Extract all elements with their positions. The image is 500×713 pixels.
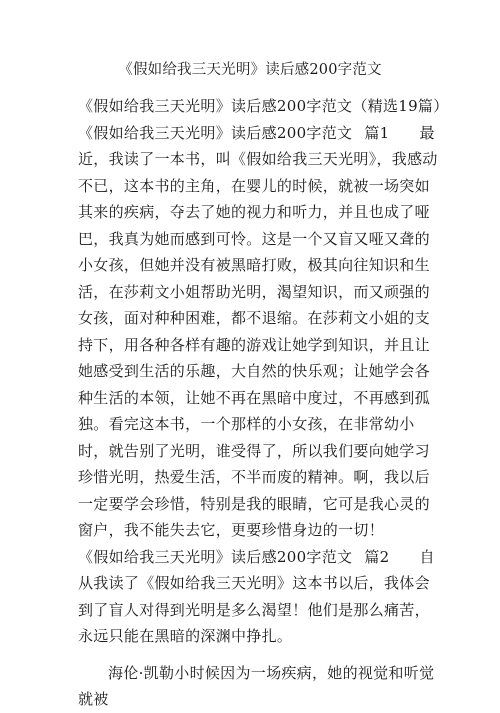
paragraph-3: 海伦·凯勒小时候因为一场疾病，她的视觉和听觉就被	[78, 663, 435, 708]
essay-1-number: 篇1	[364, 123, 390, 142]
essay-1-text: 最近，我读了一本书，叫《假如给我三天光明》，我感动不已，这本书的主角，在婴儿的时候，就被一场突如其来的疾病，夺去了她的视力和听力，并且也成了哑巴，我真为她而感到可怜。这是一个又盲又哑又聋的小女孩，但她并没有被黑暗打败，极其向往知识和生活，在莎莉文小姐帮助光明，渴望知识，而又顽强的女孩，面对种种困难，都不退缩。在莎莉文小姐的支持下，用各种各样有趣的游戏让她学到知识，并且让她感受到生活的乐趣，大自然的快乐观；让她学会各种生活的本领，让她不再在黑暗中度过，不再感到孤独。看完这本书，一个那样的小女孩，在非常幼小时，就告别了光明，谁受得了，所以我们要向她学习珍惜光明，热爱生活，不半而废的精神。啊，我以后一定要学会珍惜，特别是我的眼睛，它可是我心灵的窗户，我不能失去它，更要珍惜身边的一切！	[78, 123, 438, 539]
document-subtitle: 《假如给我三天光明》读后感200字范文（精选19篇）	[78, 97, 449, 115]
document-title: 《假如给我三天光明》读后感200字范文	[118, 62, 382, 78]
essay-2-text: 自从我读了《假如给我三天光明》这本书以后，我体会到了盲人对得到光明是多么渴望！他们是那么痛苦，永远只能在黑暗的深渊中挣扎。	[78, 547, 435, 645]
essay-1	[78, 120, 443, 544]
essay-1-heading: 《假如给我三天光明》读后感200字范文	[78, 123, 353, 142]
document-body	[78, 93, 449, 713]
essay-2	[78, 544, 443, 650]
essay-2-heading: 《假如给我三天光明》读后感200字范文	[78, 547, 353, 566]
essay-2-number: 篇2	[364, 547, 390, 566]
